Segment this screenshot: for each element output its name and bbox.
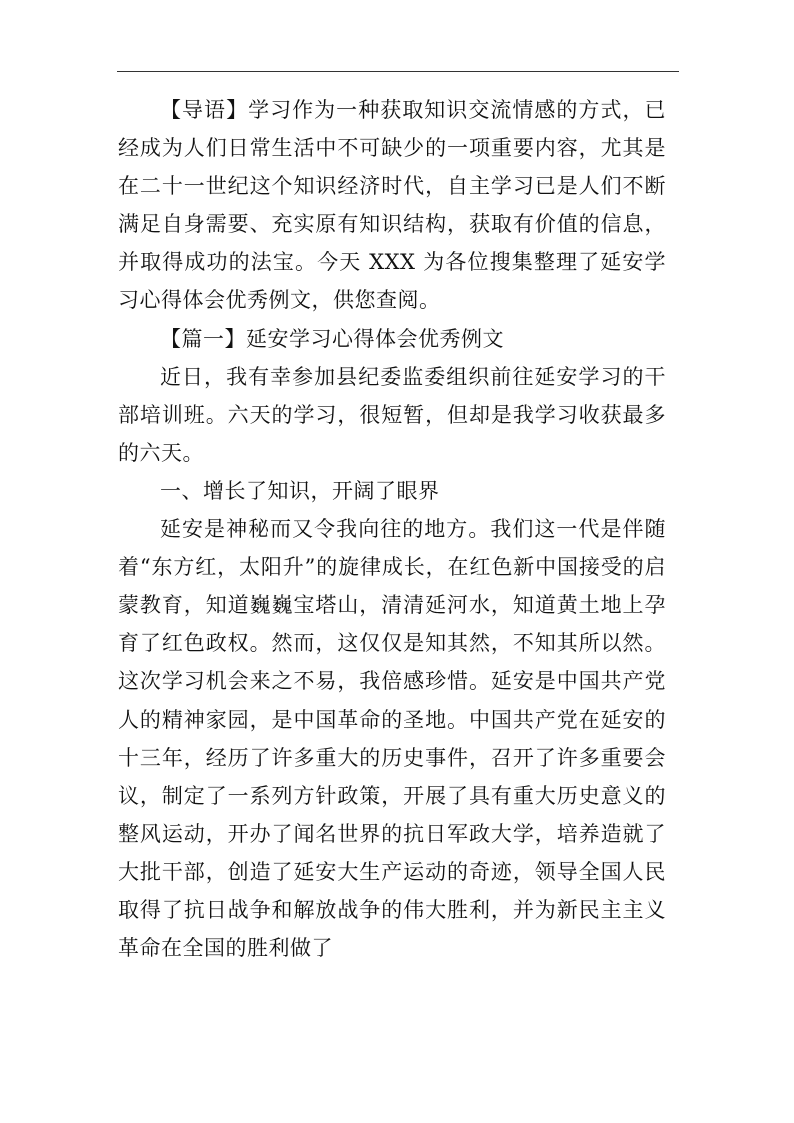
intro-paragraph: 【导语】学习作为一种获取知识交流情感的方式，已经成为人们日常生活中不可缺少的一项重要内容，尤其是在二十一世纪这个知识经济时代，自主学习已是人们不断满足自身需要、充实原有知识结构，获取有价值的信息，并取得成功的法宝。今天 XXX 为各位搜集整理了延安学习心得体会优秀例文，供您查阅。 [118, 98, 666, 313]
body-paragraph: 近日，我有幸参加县纪委监委组织前往延安学习的干部培训班。六天的学习，很短暂，但却是我学习收获最多的六天。 [118, 364, 666, 465]
header-rule [117, 71, 679, 72]
section-heading: 【篇一】延安学习心得体会优秀例文 [160, 326, 504, 351]
subsection-heading: 一、增长了知识，开阔了眼界 [160, 478, 440, 503]
body-paragraph: 延安是神秘而又令我向往的地方。我们这一代是伴随着“东方红，太阳升”的旋律成长，在红色新中国接受的启蒙教育，知道巍巍宝塔山，清清延河水，知道黄土地上孕育了红色政权。然而，这仅仅是知其然，不知其所以然。这次学习机会来之不易，我倍感珍惜。延安是中国共产党人的精神家园，是中国革命的圣地。中国共产党在延安的十三年，经历了许多重大的历史事件，召开了许多重要会议，制定了一系列方针政策，开展了具有重大历史意义的整风运动，开办了闻名世界的抗日军政大学，培养造就了大批干部，创造了延安大生产运动的奇迹，领导全国人民取得了抗日战争和解放战争的伟大胜利，并为新民主主义革命在全国的胜利做了 [118, 517, 666, 961]
document-body [118, 91, 666, 967]
